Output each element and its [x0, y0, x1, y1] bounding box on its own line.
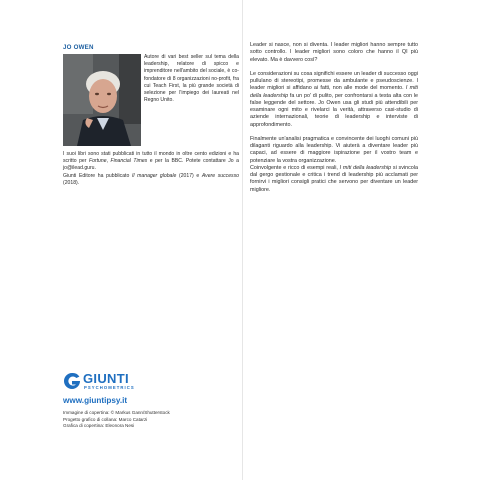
credits [63, 410, 239, 430]
books-fortune: Fortune [88, 158, 107, 165]
credit-line: Immagine di copertina: © Markus Gann/Shutterstock [63, 410, 170, 415]
publisher-text-a: Giunti Editore ha pubblicato [63, 172, 132, 179]
author-photo [63, 54, 141, 146]
author-portrait-image [63, 54, 141, 146]
giunti-logo-mark-icon [63, 372, 81, 390]
author-bio-wrap-text: Autore di vari best seller sul tema della leadership, relatore di spicco e imprenditore nell'ambito del sociale, è co-fondatore di 8 organizzazioni no-profit, fra cui Teach First, la più grande società di selezione per l'impiego dei laureati nel Regno Unito. [144, 54, 239, 104]
author-column [63, 44, 239, 187]
books-text-b: , [106, 158, 111, 165]
blurb-p2-a: Le considerazioni su cosa significhi essere un leader di successo oggi pullulano di stereotipi, promesse da ambulante e pseudoscienze. I leader migliori si affidano ai fatti, non alle mode del momento. [250, 70, 418, 92]
publisher-book1: Il manager globale [131, 172, 177, 179]
website-link[interactable]: www.giuntipsy.it [63, 396, 128, 405]
blurb-p2-b: fa un po' di pulito, per confrontarsi a testa alta con le false leggende del settore. Jo Owen usa gli studi più attendibili per esaminare ogni mito e rivelarci la verità, attraverso casi-studio di aziende internazionali, teorie di leadership e interviste di approfondimento. [250, 92, 419, 128]
blurb-p4-b: si svincola dal gergo gestionale e critica i trend di leadership più acclamati per fornirvi i migliori consigli pratici che servono per diventare un leader migliore. [250, 164, 418, 193]
author-bio-rest [63, 151, 239, 187]
author-name: JO OWEN [63, 44, 94, 51]
publisher-text-c: (2018). [63, 179, 80, 186]
publisher-paragraph [63, 173, 239, 187]
credit-line: Progetto grafico di collana: Marco Catarzi [63, 416, 148, 422]
credit-line: Grafica di copertina: Eleonora Nesi [63, 423, 135, 429]
blurb-column [250, 42, 418, 194]
logo-subtitle: PSYCHOMETRICS [84, 385, 135, 390]
books-text-c: e per la BBC. Potete contattare Jo a jo@ilead.guru. [63, 158, 239, 172]
publisher-book2: Avere successo [201, 172, 239, 179]
blurb-paragraph-3: Finalmente un'analisi pragmatica e convincente dei luoghi comuni più dilaganti riguardo alla leadership. Vi aiuterà a diventare leader più capaci, ad essere di maggiore ispirazione per il vostro team e potenziare la vostra organizzazione. [250, 135, 418, 164]
logo-wordmark: GIUNTI [83, 371, 129, 386]
giunti-logo [63, 371, 183, 391]
books-ft: Financial Times [110, 158, 148, 165]
blurb-p2-title: I miti della leadership [250, 85, 418, 99]
author-bio-top [63, 54, 239, 151]
blurb-p4-a: Coinvolgente e ricco di esempi reali, [250, 164, 340, 171]
page-fold-divider [242, 0, 243, 480]
publisher-text-b: (2017) e [176, 172, 202, 179]
author-books-paragraph [63, 151, 239, 173]
blurb-paragraph-4 [250, 165, 418, 194]
blurb-p4-title: I miti della leadership [339, 164, 392, 171]
blurb-paragraph-1: Leader si nasce, non si diventa. I leader migliori hanno sempre tutto sotto controllo. I leader migliori sono coloro che hanno il QI più elevato. Ma è davvero così? [250, 42, 418, 63]
books-text-a: I suoi libri sono stati pubblicati in tutto il mondo in oltre cento edizioni e ha scritto per [63, 151, 239, 165]
blurb-paragraph-2 [250, 71, 418, 129]
